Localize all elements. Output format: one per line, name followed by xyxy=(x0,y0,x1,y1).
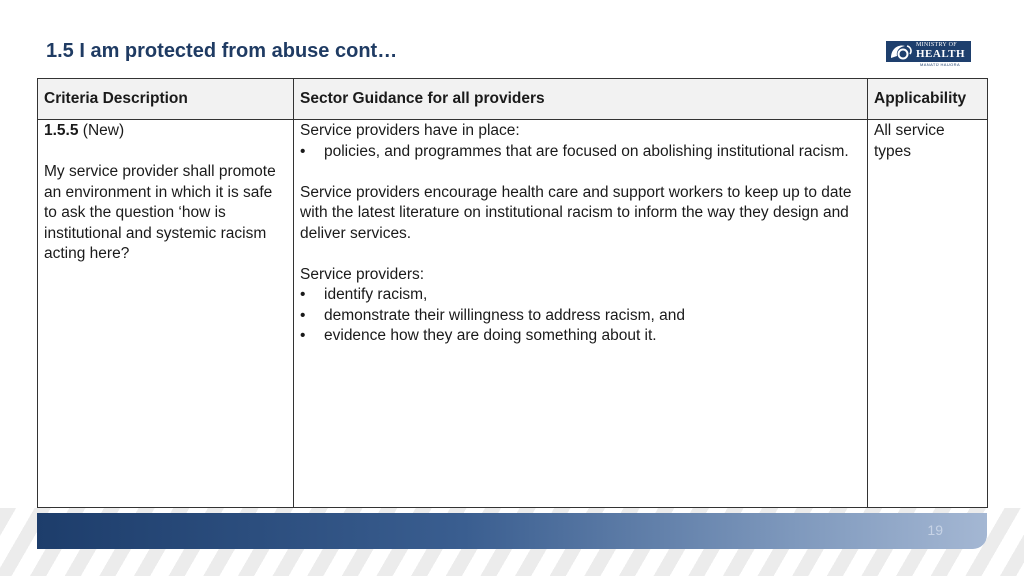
applicability-cell: All service types xyxy=(868,120,988,508)
header-applicability: Applicability xyxy=(868,79,988,120)
criteria-heading xyxy=(44,121,287,142)
logo-subtitle: MANATŪ HAUORA xyxy=(920,62,961,67)
logo-box xyxy=(886,41,971,62)
list-item-text: policies, and programmes that are focused on abolishing institutional racism. xyxy=(324,142,849,160)
list-item-text: evidence how they are doing something about it. xyxy=(324,327,657,344)
logo-line2: HEALTH xyxy=(916,48,966,60)
slide-title: 1.5 I am protected from abuse cont… xyxy=(46,40,398,62)
bullet-icon: • xyxy=(300,142,306,160)
list-item xyxy=(300,142,861,163)
providers-label: Service providers: xyxy=(300,265,425,283)
list-item xyxy=(300,285,861,306)
bullet-icon: • xyxy=(300,286,306,303)
bullet-icon: • xyxy=(300,327,306,344)
ministry-of-health-logo xyxy=(886,41,971,67)
table-header-row xyxy=(38,79,988,120)
criteria-cell xyxy=(38,120,294,508)
guidance-paragraph: Service providers encourage health care and support workers to keep up to date with the latest literature on institutional racism to inform the way they design and deliver services. xyxy=(300,183,852,242)
header-sector-guidance: Sector Guidance for all providers xyxy=(294,79,868,120)
list-item-text: demonstrate their willingness to address racism, and xyxy=(324,306,685,324)
header-criteria-description: Criteria Description xyxy=(38,79,294,120)
criteria-id: 1.5.5 xyxy=(44,122,79,139)
list-item-text: identify racism, xyxy=(324,286,428,303)
criteria-tag: (New) xyxy=(82,122,125,139)
guidance-intro: Service providers have in place: xyxy=(300,122,520,139)
koru-icon xyxy=(888,42,914,61)
list-item xyxy=(300,326,861,347)
bullet-icon: • xyxy=(300,306,306,324)
footer-band xyxy=(37,513,987,549)
list-item xyxy=(300,306,861,327)
criteria-table xyxy=(37,78,988,508)
page-number: 19 xyxy=(927,522,943,538)
table-row xyxy=(38,120,988,508)
guidance-cell xyxy=(294,120,868,508)
criteria-text: My service provider shall promote an environment in which it is safe to ask the question ‘how is institutional and systemic racism acting here? xyxy=(44,163,276,262)
logo-line1: MINISTRY OF xyxy=(916,42,957,48)
